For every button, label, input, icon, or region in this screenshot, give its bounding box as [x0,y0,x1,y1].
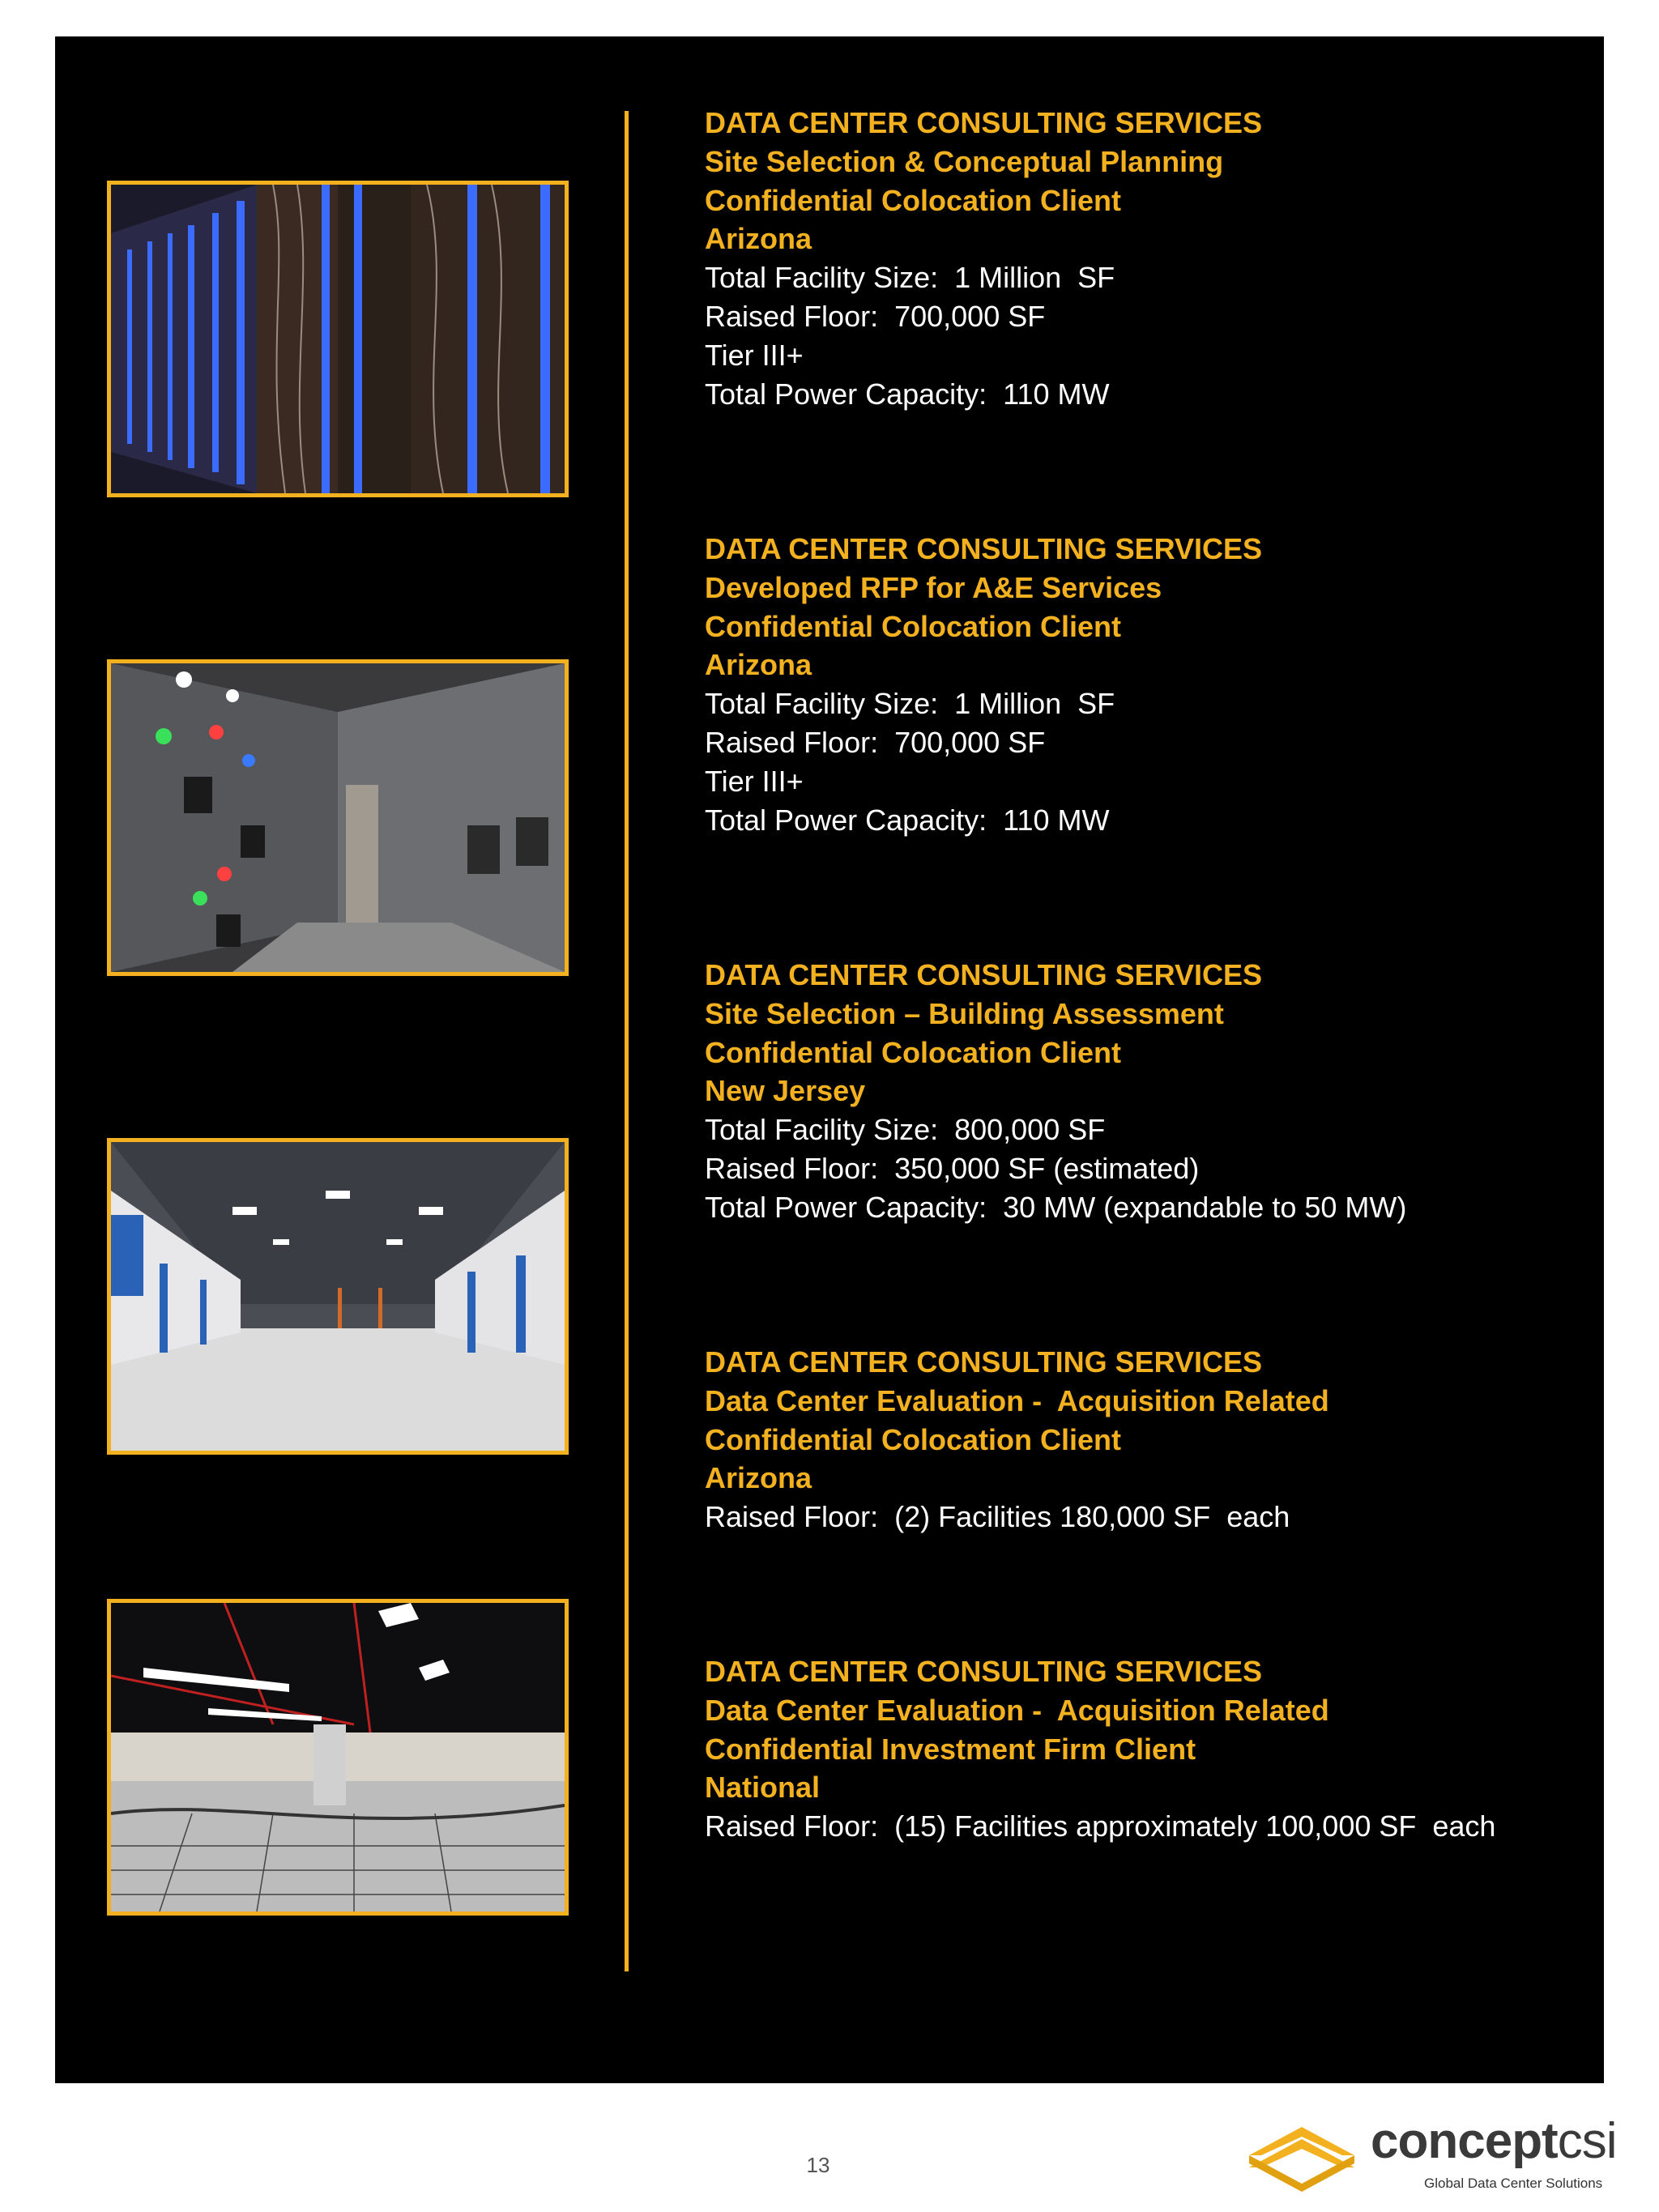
project-3-location: New Jersey [705,1074,866,1108]
project-2-detail: Total Facility Size: 1 Million SF [705,687,1115,721]
project-2-detail: Raised Floor: 700,000 SF [705,725,1046,759]
photo-server-racks [107,181,569,497]
project-3-detail: Total Power Capacity: 30 MW (expandable to 50 MW) [705,1190,1407,1224]
project-5 [705,1652,1563,1846]
logo-wordmark-light: csi [1557,2113,1617,2169]
project-1-detail: Tier III+ [705,338,804,372]
project-5-detail: Raised Floor: (15) Facilities approximately 100,000 SF each [705,1809,1496,1843]
project-1-detail: Total Facility Size: 1 Million SF [705,261,1115,295]
logo-tagline: Global Data Center Solutions [1424,2176,1603,2191]
project-5-location: National [705,1771,821,1805]
project-3-client: Confidential Colocation Client [705,1035,1121,1069]
project-2-detail: Total Power Capacity: 110 MW [705,803,1110,837]
project-3-service: Site Selection – Building Assessment [705,996,1224,1030]
project-4-client: Confidential Colocation Client [705,1422,1121,1456]
photo-lit-hall [107,1599,569,1916]
project-2-location: Arizona [705,648,812,682]
logo-chevron-icon [1241,2119,1363,2192]
project-1-service: Site Selection & Conceptual Planning [705,144,1224,178]
project-2-client: Confidential Colocation Client [705,609,1121,643]
logo-wordmark-bold: concept [1371,2113,1558,2169]
project-5-client: Confidential Investment Firm Client [705,1732,1196,1766]
project-2-category: DATA CENTER CONSULTING SERVICES [705,532,1263,565]
project-3 [705,956,1563,1227]
project-4-service: Data Center Evaluation - Acquisition Related [705,1383,1329,1417]
project-4 [705,1343,1563,1536]
company-logo [1241,2112,1617,2201]
page-number: 13 [806,2153,830,2177]
project-1-category: DATA CENTER CONSULTING SERVICES [705,106,1263,139]
project-3-detail: Total Facility Size: 800,000 SF [705,1113,1106,1147]
project-4-category: DATA CENTER CONSULTING SERVICES [705,1345,1263,1379]
project-4-location: Arizona [705,1461,812,1495]
project-5-service: Data Center Evaluation - Acquisition Related [705,1693,1329,1727]
project-1-location: Arizona [705,222,812,256]
project-5-category: DATA CENTER CONSULTING SERVICES [705,1655,1263,1688]
project-3-category: DATA CENTER CONSULTING SERVICES [705,958,1263,991]
project-1 [705,104,1563,413]
project-3-detail: Raised Floor: 350,000 SF (estimated) [705,1151,1200,1185]
project-2-service: Developed RFP for A&E Services [705,570,1162,604]
project-1-client: Confidential Colocation Client [705,183,1121,217]
project-1-detail: Raised Floor: 700,000 SF [705,299,1046,333]
project-2 [705,530,1563,839]
vertical-divider [625,111,629,1971]
photo-empty-hall [107,1138,569,1455]
project-4-detail: Raised Floor: (2) Facilities 180,000 SF each [705,1500,1290,1534]
project-1-detail: Total Power Capacity: 110 MW [705,377,1110,411]
photo-switchgear [107,659,569,976]
project-2-detail: Tier III+ [705,764,804,798]
logo-wordmark [1371,2112,1617,2170]
